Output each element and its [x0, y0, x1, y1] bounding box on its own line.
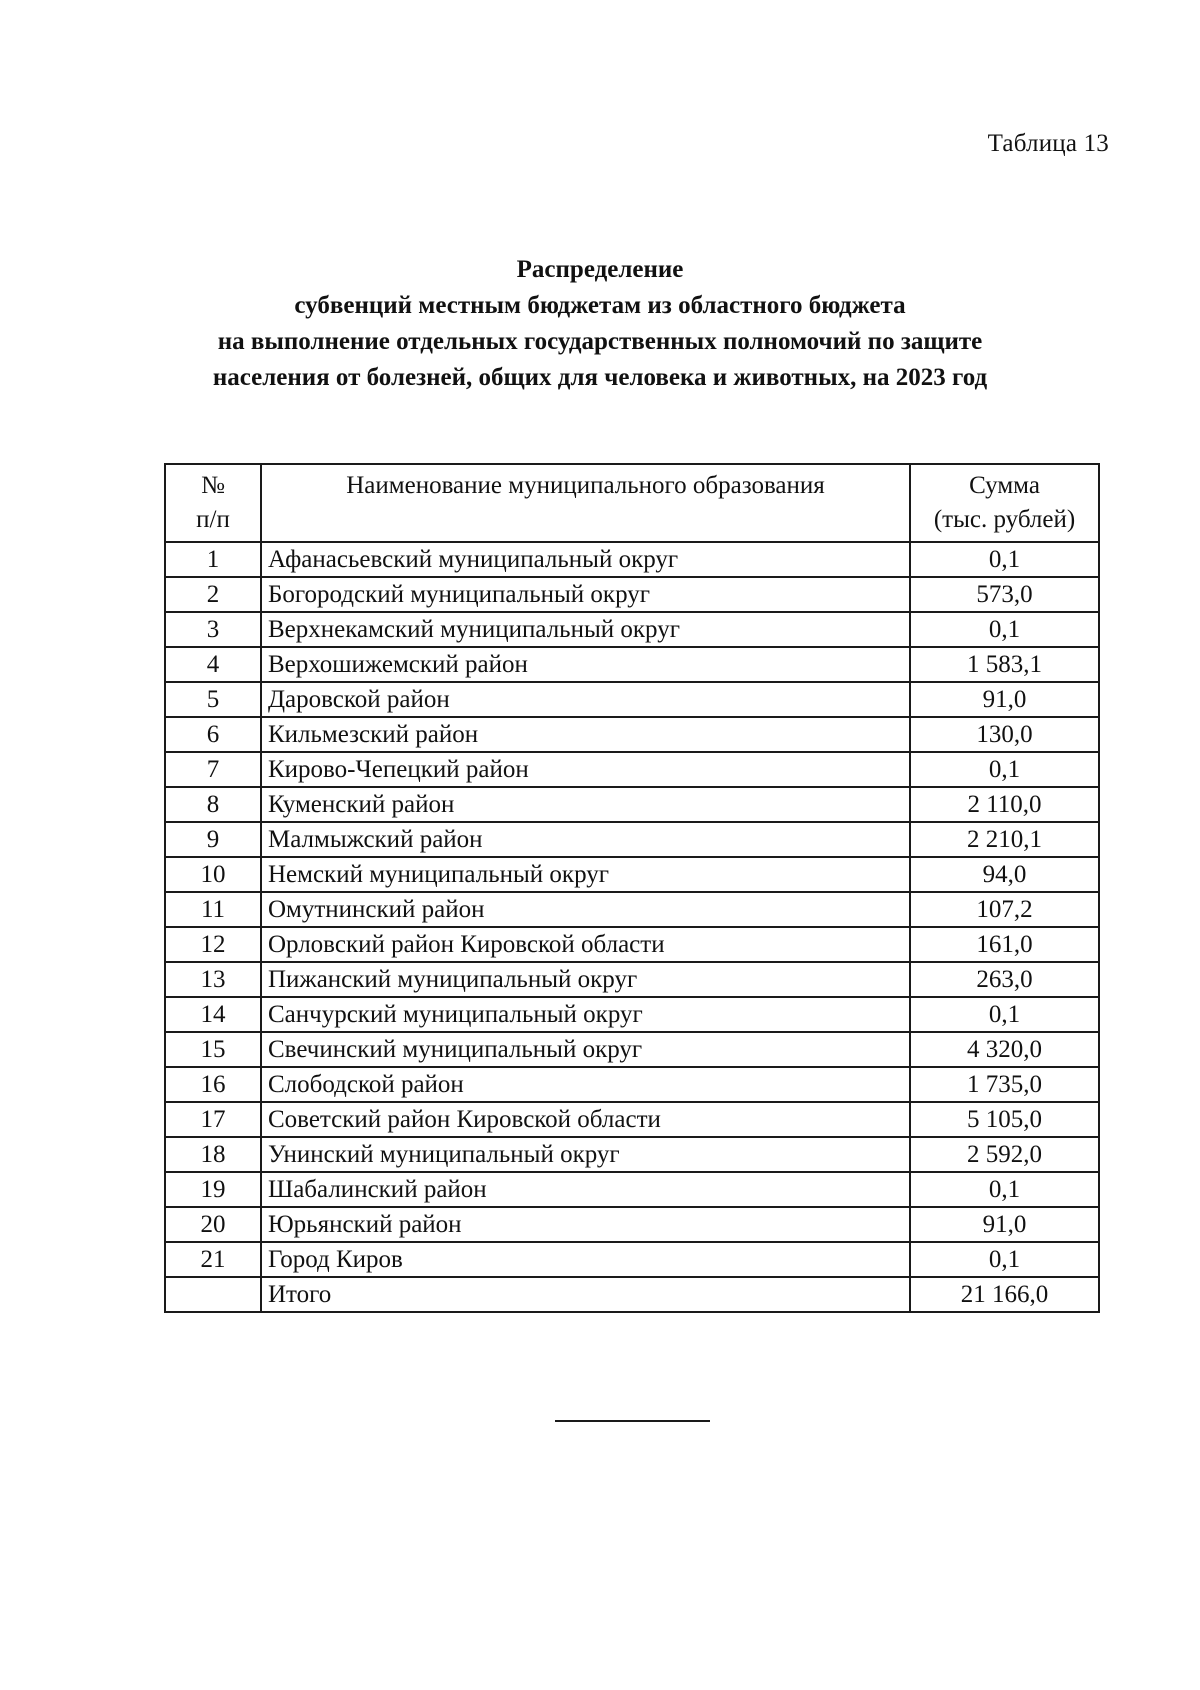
row-number-cell: 13	[165, 962, 261, 997]
row-name-cell: Богородский муниципальный округ	[261, 577, 910, 612]
row-sum-cell: 161,0	[910, 927, 1099, 962]
header-number-line2: п/п	[196, 506, 230, 533]
row-name-cell: Советский район Кировской области	[261, 1102, 910, 1137]
row-sum-cell: 21 166,0	[910, 1277, 1099, 1312]
title-line: населения от болезней, общих для человека и животных, на 2023 год	[212, 364, 988, 391]
table-row	[165, 1242, 1099, 1277]
table-row	[165, 647, 1099, 682]
row-number-cell: 2	[165, 577, 261, 612]
row-sum-cell: 94,0	[910, 857, 1099, 892]
table-row	[165, 542, 1099, 577]
row-name-cell: Афанасьевский муниципальный округ	[261, 542, 910, 577]
row-number-cell: 5	[165, 682, 261, 717]
table-row	[165, 927, 1099, 962]
row-name-cell: Слободской район	[261, 1067, 910, 1102]
table-row	[165, 857, 1099, 892]
row-sum-cell: 2 210,1	[910, 822, 1099, 857]
row-sum-cell: 91,0	[910, 682, 1099, 717]
row-number-cell: 4	[165, 647, 261, 682]
total-row	[165, 1277, 1099, 1312]
table-row	[165, 717, 1099, 752]
row-number-cell: 19	[165, 1172, 261, 1207]
row-number-cell: 14	[165, 997, 261, 1032]
table-row	[165, 822, 1099, 857]
row-name-cell: Кильмезский район	[261, 717, 910, 752]
subvention-table	[164, 463, 1100, 1313]
row-name-cell: Юрьянский район	[261, 1207, 910, 1242]
table-row	[165, 1067, 1099, 1102]
row-name-cell: Санчурский муниципальный округ	[261, 997, 910, 1032]
table-row	[165, 787, 1099, 822]
row-sum-cell: 0,1	[910, 1172, 1099, 1207]
row-name-cell: Немский муниципальный округ	[261, 857, 910, 892]
row-number-cell: 18	[165, 1137, 261, 1172]
row-name-cell: Итого	[261, 1277, 910, 1312]
row-name-cell: Унинский муниципальный округ	[261, 1137, 910, 1172]
row-name-cell: Даровской район	[261, 682, 910, 717]
header-number	[165, 464, 261, 542]
row-number-cell: 10	[165, 857, 261, 892]
row-name-cell: Верхошижемский район	[261, 647, 910, 682]
row-sum-cell: 573,0	[910, 577, 1099, 612]
row-name-cell: Верхнекамский муниципальный округ	[261, 612, 910, 647]
table-row	[165, 752, 1099, 787]
row-number-cell: 17	[165, 1102, 261, 1137]
row-sum-cell: 0,1	[910, 1242, 1099, 1277]
row-sum-cell: 0,1	[910, 997, 1099, 1032]
table-row	[165, 962, 1099, 997]
header-sum-line2: (тыс. рублей)	[933, 506, 1076, 533]
row-sum-cell: 0,1	[910, 542, 1099, 577]
table-row	[165, 682, 1099, 717]
row-sum-cell: 1 735,0	[910, 1067, 1099, 1102]
table-row	[165, 997, 1099, 1032]
row-name-cell: Малмыжский район	[261, 822, 910, 857]
table-row	[165, 1207, 1099, 1242]
row-sum-cell: 1 583,1	[910, 647, 1099, 682]
row-number-cell: 7	[165, 752, 261, 787]
row-number-cell: 21	[165, 1242, 261, 1277]
row-name-cell: Шабалинский район	[261, 1172, 910, 1207]
row-name-cell: Омутнинский район	[261, 892, 910, 927]
table-row	[165, 892, 1099, 927]
table-row	[165, 1172, 1099, 1207]
row-name-cell: Пижанский муниципальный округ	[261, 962, 910, 997]
header-sum-line1: Сумма	[969, 472, 1040, 499]
table-row	[165, 612, 1099, 647]
table-row	[165, 1137, 1099, 1172]
table-row	[165, 1032, 1099, 1067]
row-sum-cell: 91,0	[910, 1207, 1099, 1242]
row-sum-cell: 0,1	[910, 752, 1099, 787]
table-row	[165, 577, 1099, 612]
row-number-cell: 16	[165, 1067, 261, 1102]
row-sum-cell: 263,0	[910, 962, 1099, 997]
row-sum-cell: 130,0	[910, 717, 1099, 752]
row-sum-cell: 107,2	[910, 892, 1099, 927]
row-sum-cell: 2 592,0	[910, 1137, 1099, 1172]
row-number-cell: 20	[165, 1207, 261, 1242]
table-header-row	[165, 464, 1099, 542]
row-number-cell: 12	[165, 927, 261, 962]
row-number-cell: 9	[165, 822, 261, 857]
header-name: Наименование муниципального образования	[261, 464, 910, 542]
row-number-cell: 3	[165, 612, 261, 647]
row-number-cell: 1	[165, 542, 261, 577]
closing-divider	[555, 1420, 710, 1422]
row-number-cell	[165, 1277, 261, 1312]
row-number-cell: 8	[165, 787, 261, 822]
row-name-cell: Кирово-Чепецкий район	[261, 752, 910, 787]
row-number-cell: 15	[165, 1032, 261, 1067]
table-row	[165, 1102, 1099, 1137]
row-sum-cell: 4 320,0	[910, 1032, 1099, 1067]
row-name-cell: Орловский район Кировской области	[261, 927, 910, 962]
title-line: Распределение	[516, 256, 684, 283]
document-title	[140, 252, 1060, 396]
title-line: на выполнение отдельных государственных полномочий по защите	[217, 328, 983, 355]
table-number-label: Таблица 13	[987, 130, 1109, 157]
row-name-cell: Куменский район	[261, 787, 910, 822]
header-sum	[910, 464, 1099, 542]
row-sum-cell: 5 105,0	[910, 1102, 1099, 1137]
row-name-cell: Город Киров	[261, 1242, 910, 1277]
row-number-cell: 6	[165, 717, 261, 752]
title-line: субвенций местным бюджетам из областного бюджета	[294, 292, 906, 319]
row-sum-cell: 0,1	[910, 612, 1099, 647]
header-number-line1: №	[201, 472, 225, 499]
row-number-cell: 11	[165, 892, 261, 927]
table-body	[165, 542, 1099, 1312]
row-sum-cell: 2 110,0	[910, 787, 1099, 822]
row-name-cell: Свечинский муниципальный округ	[261, 1032, 910, 1067]
